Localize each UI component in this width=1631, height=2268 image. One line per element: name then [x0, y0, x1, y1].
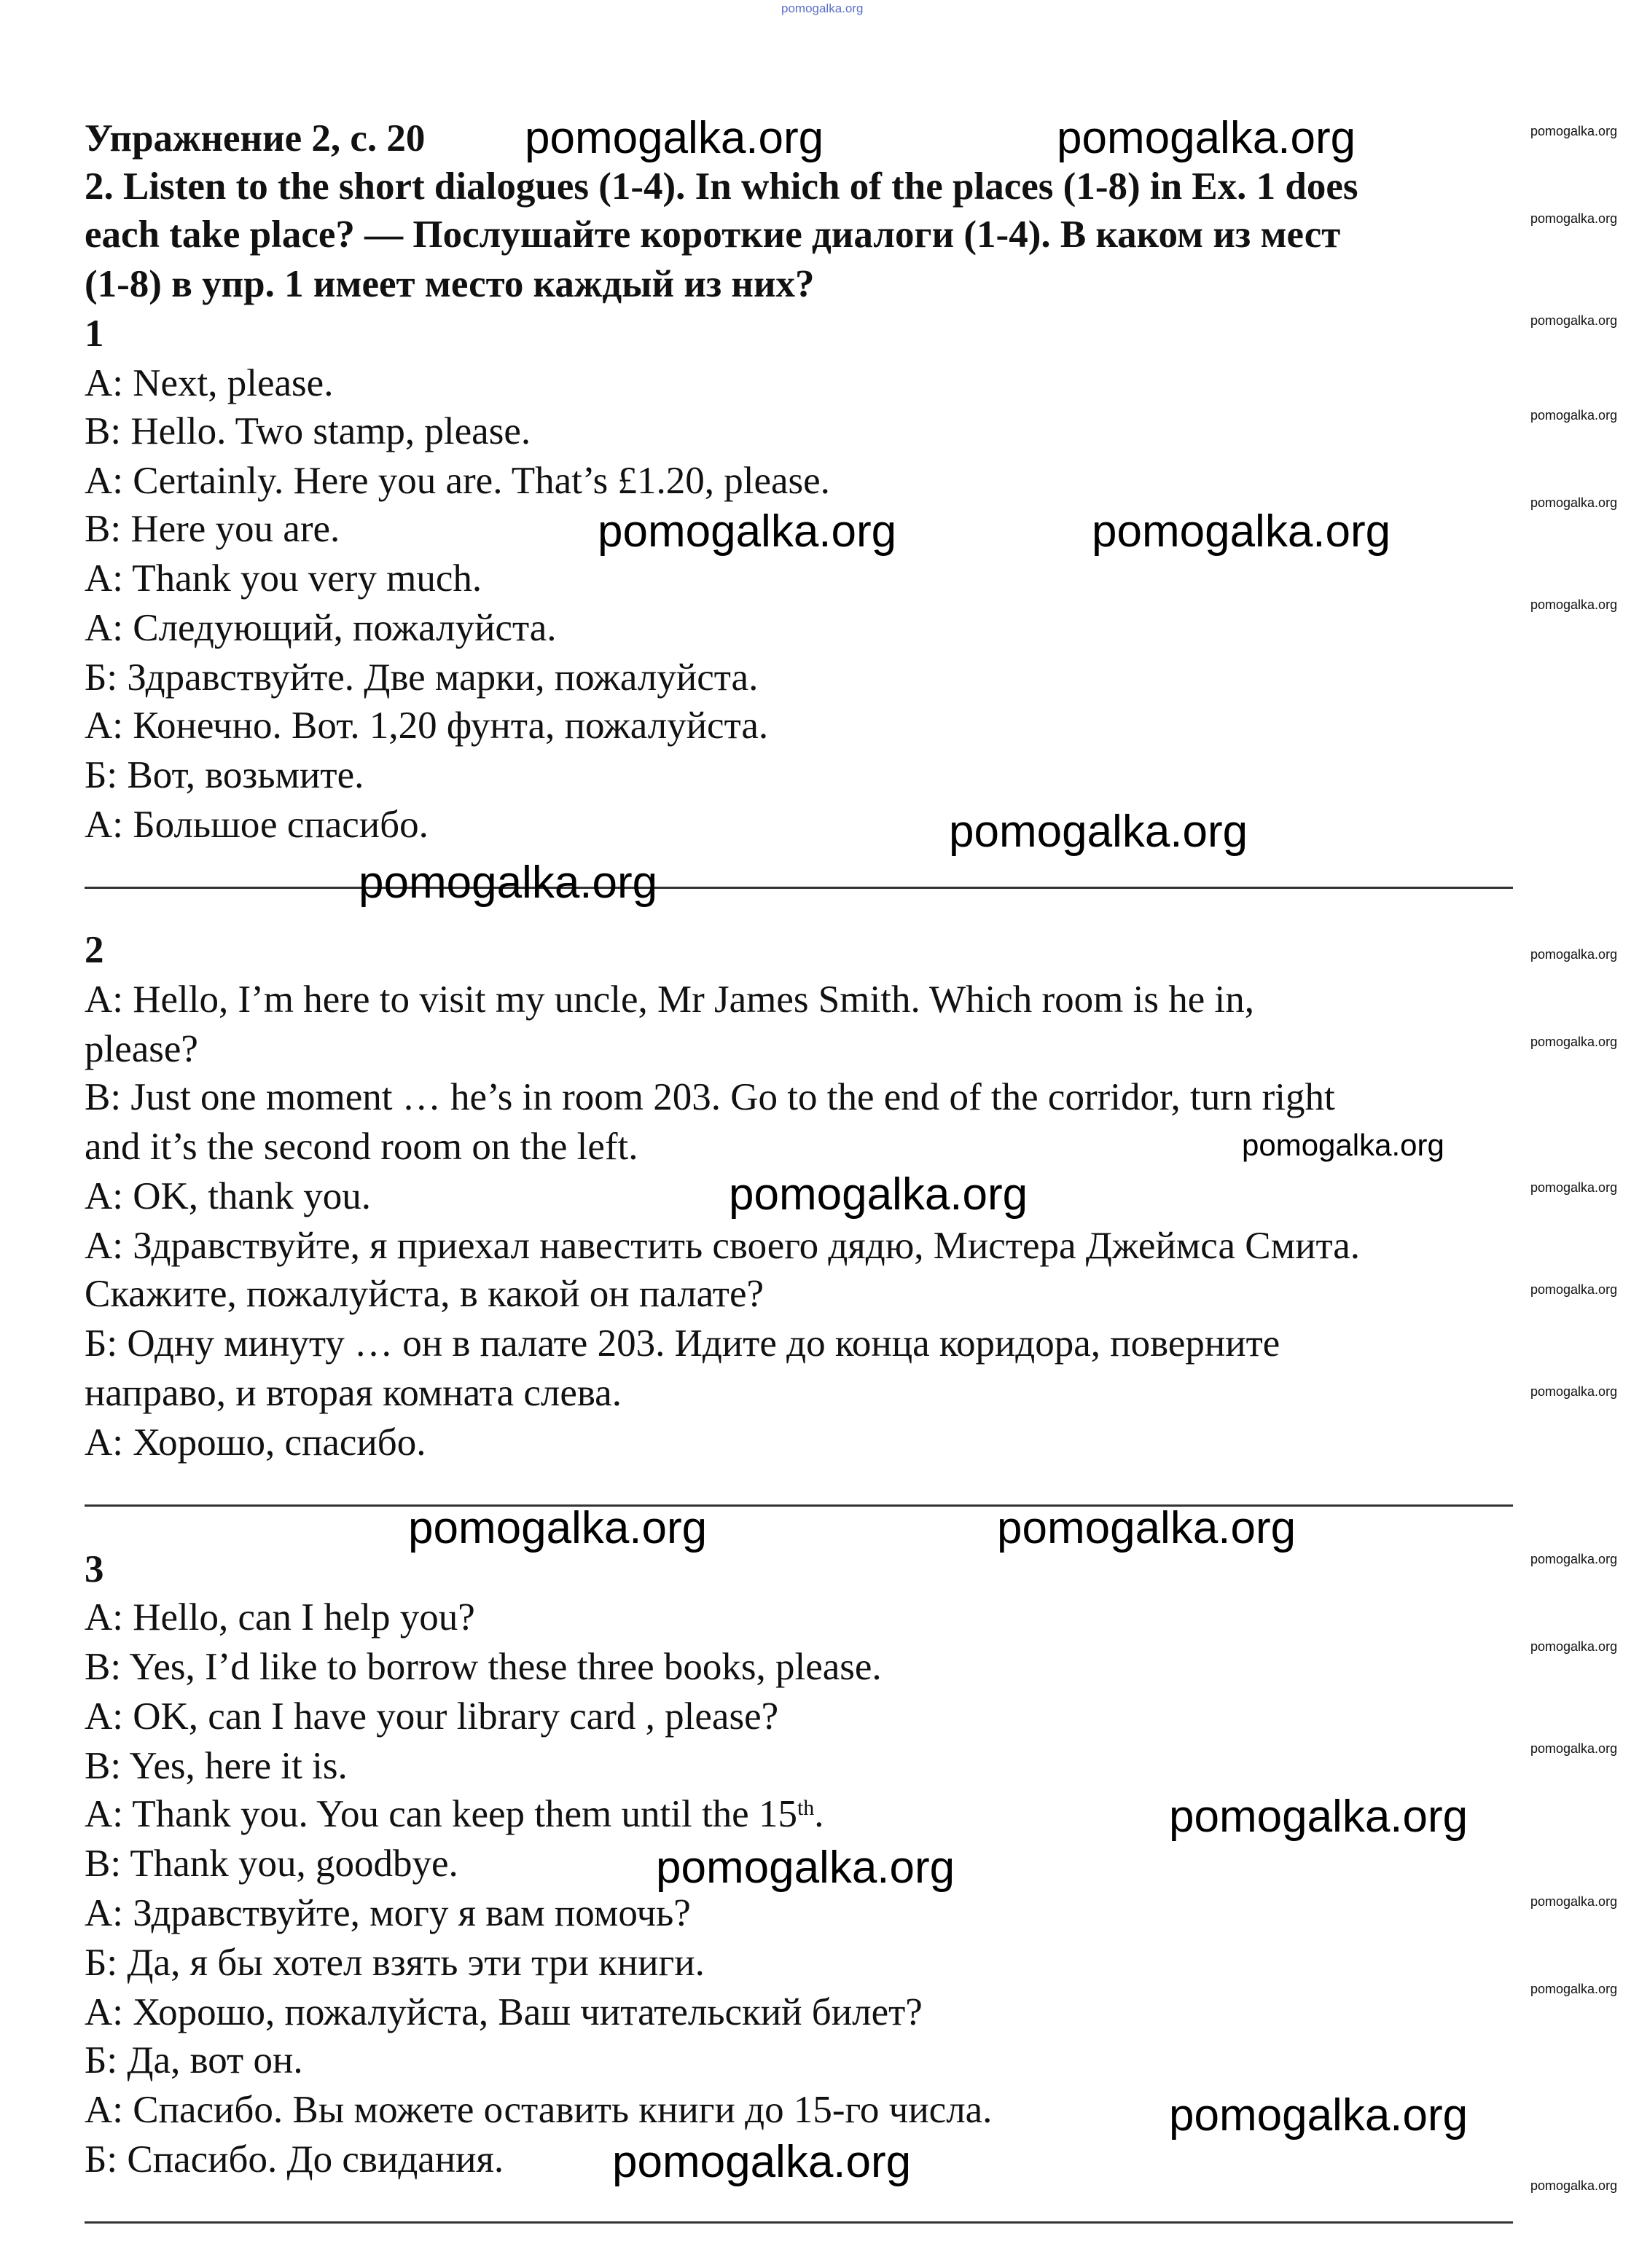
watermark-small: pomogalka.org [1530, 1741, 1618, 1756]
line-end: . [814, 1793, 824, 1835]
watermark-small: pomogalka.org [1530, 1035, 1618, 1049]
dialogue-line: B: Hello. Two stamp, please. [85, 410, 531, 452]
dialogue-line: Б: Спасибо. До свидания. [85, 2138, 504, 2181]
dialogue-line: А: Хорошо, пожалуйста, Ваш читательский билет? [85, 1991, 923, 2033]
dialogue-line: Б: Да, вот он. [85, 2039, 303, 2081]
dialogue-line: please? [85, 1028, 198, 1070]
dialogue-line: А: Хорошо, спасибо. [85, 1421, 426, 1464]
watermark-small: pomogalka.org [1530, 947, 1618, 962]
watermark-small: pomogalka.org [1530, 211, 1618, 226]
watermark-small: pomogalka.org [1530, 1180, 1618, 1195]
dialogue-line: А: Здравствуйте, могу я вам помочь? [85, 1892, 691, 1934]
watermark-small: pomogalka.org [1530, 1282, 1618, 1297]
watermark: pomogalka.org [612, 2137, 912, 2187]
dialogue-line: Б: Да, я бы хотел взять эти три книги. [85, 1942, 705, 1984]
task-instruction-line: 2. Listen to the short dialogues (1-4). In which of the places (1-8) in Ex. 1 does [85, 165, 1358, 208]
watermark-small: pomogalka.org [1530, 1384, 1618, 1399]
dialogue-line: Скажите, пожалуйста, в какой он палате? [85, 1273, 764, 1315]
watermark: pomogalka.org [1057, 113, 1356, 163]
dialogue-line: A: OK, thank you. [85, 1175, 372, 1217]
watermark: pomogalka.org [949, 807, 1248, 857]
watermark: pomogalka.org [598, 506, 897, 557]
watermark: pomogalka.org [408, 1503, 708, 1553]
task-instruction-line: each take place? — Послушайте короткие диалоги (1-4). В каком из мест [85, 213, 1341, 256]
dialogue-line: Б: Вот, возьмите. [85, 754, 364, 796]
dialogue-line: B: Thank you, goodbye. [85, 1843, 458, 1885]
dialogue-line: А: Здравствуйте, я приехал навестить своего дядю, Мистера Джеймса Смита. [85, 1225, 1361, 1267]
dialogue-number: 3 [85, 1548, 104, 1590]
dialogue-line: А: Спасибо. Вы можете оставить книги до 15-го числа. [85, 2089, 993, 2131]
watermark: pomogalka.org [1169, 2090, 1468, 2141]
watermark-small: pomogalka.org [1530, 313, 1618, 328]
dialogue-line: направо, и вторая комната слева. [85, 1372, 622, 1414]
dialogue-line: A: Certainly. Here you are. That’s £1.20, please. [85, 460, 830, 502]
line-text: A: Thank you. You can keep them until the 15 [85, 1793, 797, 1835]
watermark: pomogalka.org [1092, 506, 1391, 557]
dialogue-line: А: Конечно. Вот. 1,20 фунта, пожалуйста. [85, 705, 769, 747]
watermark-small: pomogalka.org [1530, 495, 1618, 510]
dialogue-line: A: Thank you very much. [85, 557, 482, 600]
watermark-small: pomogalka.org [1530, 124, 1618, 138]
watermark: pomogalka.org [525, 113, 824, 163]
watermark-small: pomogalka.org [1530, 1552, 1618, 1566]
dialogue-line: B: Yes, I’d like to borrow these three books, please. [85, 1646, 882, 1688]
dialogue-line: Б: Здравствуйте. Две марки, пожалуйста. [85, 656, 759, 699]
dialogue-line: А: Большое спасибо. [85, 804, 429, 846]
watermark-small: pomogalka.org [1530, 1894, 1618, 1909]
watermark: pomogalka.org [997, 1503, 1296, 1553]
dialogue-line [85, 1792, 824, 1836]
dialogue-line: A: Hello, I’m here to visit my uncle, Mr James Smith. Which room is he in, [85, 978, 1254, 1021]
section-divider [85, 887, 1513, 889]
watermark-small: pomogalka.org [1530, 597, 1618, 612]
exercise-title: Упражнение 2, с. 20 [85, 117, 426, 160]
dialogue-number: 1 [85, 313, 104, 355]
watermark-small: pomogalka.org [1530, 1982, 1618, 1996]
watermark: pomogalka.org [1242, 1128, 1444, 1162]
dialogue-line: Б: Одну минуту … он в палате 203. Идите до конца коридора, поверните [85, 1322, 1280, 1365]
dialogue-line: А: Следующий, пожалуйста. [85, 607, 557, 649]
dialogue-line: B: Here you are. [85, 508, 340, 550]
dialogue-line: A: OK, can I have your library card , please? [85, 1695, 779, 1738]
dialogue-line: A: Next, please. [85, 362, 334, 404]
watermark-top: pomogalka.org [781, 1, 864, 15]
task-instruction-line: (1-8) в упр. 1 имеет место каждый из них? [85, 263, 815, 305]
dialogue-number: 2 [85, 929, 104, 971]
section-divider [85, 2221, 1513, 2224]
watermark: pomogalka.org [1169, 1792, 1468, 1842]
dialogue-line: B: Yes, here it is. [85, 1745, 348, 1787]
watermark: pomogalka.org [729, 1169, 1028, 1220]
watermark-small: pomogalka.org [1530, 2178, 1618, 2193]
section-divider [85, 1504, 1513, 1507]
watermark-small: pomogalka.org [1530, 1639, 1618, 1654]
dialogue-line: B: Just one moment … he’s in room 203. Go to the end of the corridor, turn right [85, 1076, 1335, 1118]
watermark: pomogalka.org [656, 1843, 955, 1893]
dialogue-line: and it’s the second room on the left. [85, 1126, 638, 1168]
watermark: pomogalka.org [359, 858, 658, 908]
dialogue-line: A: Hello, can I help you? [85, 1596, 475, 1639]
ordinal-suffix: th [797, 1796, 815, 1820]
watermark-small: pomogalka.org [1530, 408, 1618, 423]
